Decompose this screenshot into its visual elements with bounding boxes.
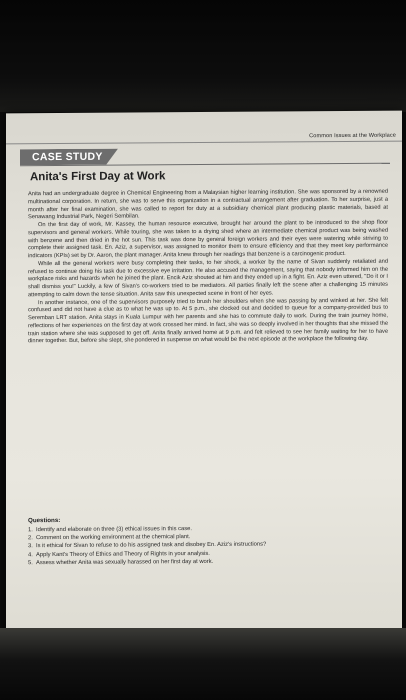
paragraph: While all the general workers were busy completing their tasks, to her shock, a worker by the name of Sivan suddenly retaliated and refused to continue doing his task due to excessive eye irritation. He also accused the management, saying that nobody informed him on the workplace risks and hazards when he joined the plant. Encik Aziz shouted at him and they ended up in a fight. En. Aziz even uttered, "Do it or I shall dismiss you!" Luckily, a few of Sivan's co-workers tried to be mediators. All parties finally left the scene after a challenging 15 minutes attempting to calm down the tense situation. Anita saw this unexpected scene in front of her eyes. [28,258,388,298]
question-number: 3. [28,543,33,550]
question-text: Comment on the working environment at the chemical plant. [36,534,191,542]
photo-background-bottom [0,628,406,700]
photo-background-top [0,0,406,112]
question-text: Is it ethical for Sivan to refuse to do his assigned task and disobey En. Aziz's instructions? [36,541,267,550]
questions-heading: Questions: [28,517,61,525]
paragraph: In another instance, one of the supervisors purposely tried to brush her shoulders when she was passing by and winked at her. She felt confused and did not have a clue as to what he was up to. At 5 p.m., she clocked out and decided to queue for a company-provided bus to Seremban LRT station. Anita stays in Kuala Lumpur with her parents and she has to commute daily to work. During the train journey home, reflections of her experiences on the first day at work crossed her mind. In fact, she was so deeply involved in her thoughts that she missed the train station where she was supposed to get off. Anita finally arrived home at 9 p.m. and felt relieved to see her family waiting for her to have dinner together. But, before she slept, she pondered in suspense on what would be the next episode at the workplace the following day. [28,297,388,345]
question-number: 5. [28,560,33,567]
running-head: Common Issues at the Workplace [309,132,396,140]
paragraph: Anita had an undergraduate degree in Chemical Engineering from a Malaysian higher learning institution. She was sponsored by a renowned multinational corporation. In return, she was to serve this organization in a contractual arrangement after graduation. To her surprise, just a month after her final examination, she was called to report for duty at a subsidiary chemical plant producing plastic materials, based at Senawang Industrial Park, Negeri Sembilan. [28,188,388,221]
question-number: 4. [28,551,33,558]
question-number: 2. [28,535,33,542]
question-text: Assess whether Anita was sexually harassed on her first day at work. [36,558,214,566]
question-text: Identify and elaborate on three (3) ethical issues in this case. [36,526,192,534]
questions-section [28,515,388,568]
case-title: Anita's First Day at Work [30,170,166,184]
case-body [28,189,388,347]
book-page [6,111,402,634]
header-rule [6,141,402,145]
case-study-label: CASE STUDY [32,150,103,164]
question-text: Apply Kant's Theory of Ethics and Theory of Rights in your analysis. [36,550,210,558]
questions-list [28,524,388,568]
paragraph: On the first day of work, Mr. Kassey, the human resource executive, brought her around the plant to be introduced to the shop floor supervisors and general workers. While touring, she was taken to a drying shed where an intermediate chemical product was being washed with benzene and then dried in the hot sun. This task was done by general foreign workers and their eyes were watering while striving to complete their assigned task. En. Aziz, a supervisor, was assigned to monitor them to ensure efficiency and that they meet key performance indicators (KPIs) set by Dr. Aaron, the plant manager. Anita knew through her readings that benzene is a carcinogenic product. [28,219,388,260]
question-item [28,557,388,568]
question-number: 1. [28,527,33,534]
